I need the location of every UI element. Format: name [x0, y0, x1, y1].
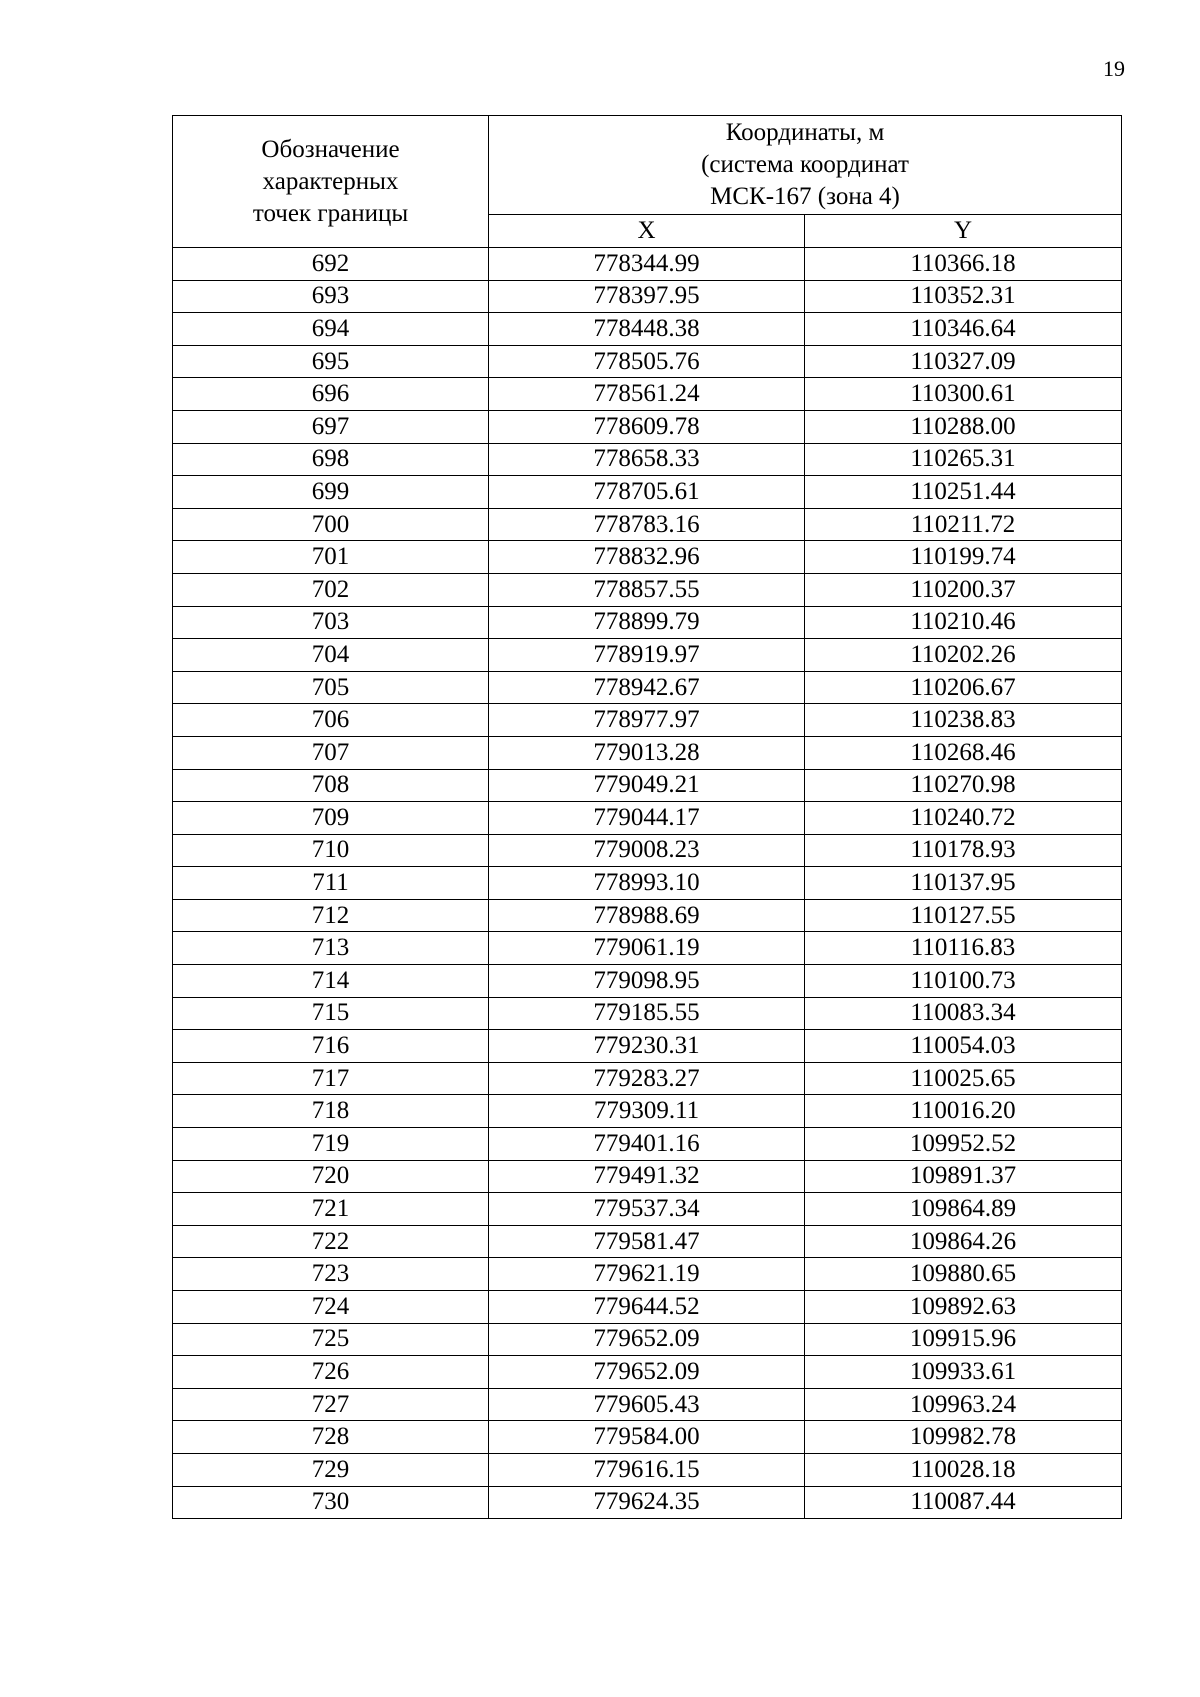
point-cell: 723	[173, 1258, 489, 1291]
point-cell: 720	[173, 1160, 489, 1193]
table-row	[173, 1388, 1122, 1421]
point-cell: 719	[173, 1128, 489, 1161]
x-coordinate-cell: 778783.16	[489, 508, 805, 541]
y-coordinate-cell: 109864.26	[805, 1225, 1122, 1258]
table-row	[173, 769, 1122, 802]
table-row	[173, 639, 1122, 672]
table-row	[173, 1421, 1122, 1454]
point-cell: 722	[173, 1225, 489, 1258]
y-coordinate-cell: 109963.24	[805, 1388, 1122, 1421]
x-coordinate-cell: 778977.97	[489, 704, 805, 737]
point-cell: 715	[173, 997, 489, 1030]
table-row	[173, 410, 1122, 443]
x-coordinate-cell: 778988.69	[489, 899, 805, 932]
y-coordinate-cell: 110087.44	[805, 1486, 1122, 1519]
x-coordinate-cell: 779652.09	[489, 1323, 805, 1356]
table-row	[173, 965, 1122, 998]
table-row	[173, 1323, 1122, 1356]
point-cell: 713	[173, 932, 489, 965]
point-cell: 726	[173, 1356, 489, 1389]
point-cell: 700	[173, 508, 489, 541]
y-coordinate-cell: 110210.46	[805, 606, 1122, 639]
point-cell: 718	[173, 1095, 489, 1128]
y-coordinate-cell: 109891.37	[805, 1160, 1122, 1193]
y-coordinate-cell: 110240.72	[805, 802, 1122, 835]
y-coordinate-cell: 109880.65	[805, 1258, 1122, 1291]
y-coordinate-cell: 109915.96	[805, 1323, 1122, 1356]
table-row	[173, 345, 1122, 378]
x-coordinate-cell: 779230.31	[489, 1030, 805, 1063]
coordinates-header-line: МСК-167 (зона 4)	[710, 183, 900, 210]
table-row	[173, 1258, 1122, 1291]
point-cell: 705	[173, 671, 489, 704]
table-row	[173, 736, 1122, 769]
table-row	[173, 1030, 1122, 1063]
table-row	[173, 899, 1122, 932]
y-coordinate-cell: 110366.18	[805, 248, 1122, 281]
table-row	[173, 704, 1122, 737]
point-cell: 701	[173, 541, 489, 574]
point-cell: 728	[173, 1421, 489, 1454]
x-coordinate-cell: 778448.38	[489, 313, 805, 346]
x-coordinate-cell: 778832.96	[489, 541, 805, 574]
x-coordinate-cell: 779283.27	[489, 1062, 805, 1095]
table-row	[173, 1128, 1122, 1161]
y-coordinate-cell: 109892.63	[805, 1291, 1122, 1324]
y-coordinate-cell: 109982.78	[805, 1421, 1122, 1454]
y-coordinate-cell: 110025.65	[805, 1062, 1122, 1095]
point-cell: 699	[173, 476, 489, 509]
designation-header	[173, 116, 489, 248]
y-coordinate-cell: 110116.83	[805, 932, 1122, 965]
y-coordinate-cell: 110206.67	[805, 671, 1122, 704]
table-row	[173, 248, 1122, 281]
y-coordinate-cell: 110346.64	[805, 313, 1122, 346]
y-coordinate-cell: 110268.46	[805, 736, 1122, 769]
point-cell: 714	[173, 965, 489, 998]
point-cell: 729	[173, 1453, 489, 1486]
y-coordinate-cell: 109952.52	[805, 1128, 1122, 1161]
point-cell: 712	[173, 899, 489, 932]
coordinates-header	[489, 116, 1122, 215]
x-coordinate-cell: 778857.55	[489, 573, 805, 606]
x-coordinate-cell: 778344.99	[489, 248, 805, 281]
point-cell: 694	[173, 313, 489, 346]
table-row	[173, 1225, 1122, 1258]
x-coordinate-cell: 778942.67	[489, 671, 805, 704]
point-cell: 698	[173, 443, 489, 476]
table-row	[173, 867, 1122, 900]
coordinates-header-line: (система координат	[701, 151, 909, 178]
point-cell: 727	[173, 1388, 489, 1421]
page-number: 19	[1103, 56, 1125, 81]
y-coordinate-cell: 110100.73	[805, 965, 1122, 998]
y-coordinate-cell: 110016.20	[805, 1095, 1122, 1128]
point-cell: 725	[173, 1323, 489, 1356]
table-row	[173, 1356, 1122, 1389]
table-row	[173, 573, 1122, 606]
table-row	[173, 313, 1122, 346]
coordinates-header-line: Координаты, м	[725, 119, 885, 146]
table-row	[173, 1062, 1122, 1095]
designation-header-line: характерных	[262, 167, 399, 195]
y-coordinate-cell: 110288.00	[805, 410, 1122, 443]
point-cell: 693	[173, 280, 489, 313]
x-column-header: X	[489, 215, 805, 248]
table-row	[173, 997, 1122, 1030]
y-coordinate-cell: 110200.37	[805, 573, 1122, 606]
table-row	[173, 1095, 1122, 1128]
x-coordinate-cell: 779491.32	[489, 1160, 805, 1193]
point-cell: 695	[173, 345, 489, 378]
point-cell: 730	[173, 1486, 489, 1519]
x-coordinate-cell: 779098.95	[489, 965, 805, 998]
point-cell: 711	[173, 867, 489, 900]
x-coordinate-cell: 778609.78	[489, 410, 805, 443]
table-row	[173, 508, 1122, 541]
y-coordinate-cell: 110265.31	[805, 443, 1122, 476]
x-coordinate-cell: 779621.19	[489, 1258, 805, 1291]
x-coordinate-cell: 778397.95	[489, 280, 805, 313]
x-coordinate-cell: 779624.35	[489, 1486, 805, 1519]
point-cell: 724	[173, 1291, 489, 1324]
y-column-header: Y	[805, 215, 1122, 248]
x-coordinate-cell: 779061.19	[489, 932, 805, 965]
y-coordinate-cell: 110178.93	[805, 834, 1122, 867]
table-row	[173, 541, 1122, 574]
table-row	[173, 280, 1122, 313]
y-coordinate-cell: 110327.09	[805, 345, 1122, 378]
x-coordinate-cell: 779049.21	[489, 769, 805, 802]
x-coordinate-cell: 779652.09	[489, 1356, 805, 1389]
y-coordinate-cell: 110054.03	[805, 1030, 1122, 1063]
y-coordinate-cell: 110300.61	[805, 378, 1122, 411]
table-row	[173, 1486, 1122, 1519]
point-cell: 721	[173, 1193, 489, 1226]
point-cell: 709	[173, 802, 489, 835]
y-coordinate-cell: 110199.74	[805, 541, 1122, 574]
point-cell: 692	[173, 248, 489, 281]
y-coordinate-cell: 109933.61	[805, 1356, 1122, 1389]
x-coordinate-cell: 778705.61	[489, 476, 805, 509]
table-row	[173, 476, 1122, 509]
x-coordinate-cell: 778899.79	[489, 606, 805, 639]
point-cell: 703	[173, 606, 489, 639]
y-coordinate-cell: 110083.34	[805, 997, 1122, 1030]
designation-header-line: Обозначение	[261, 135, 400, 163]
x-coordinate-cell: 779616.15	[489, 1453, 805, 1486]
y-coordinate-cell: 110028.18	[805, 1453, 1122, 1486]
y-coordinate-cell: 110270.98	[805, 769, 1122, 802]
y-coordinate-cell: 110251.44	[805, 476, 1122, 509]
point-cell: 697	[173, 410, 489, 443]
table-row	[173, 606, 1122, 639]
x-coordinate-cell: 779584.00	[489, 1421, 805, 1454]
table-row	[173, 443, 1122, 476]
point-cell: 702	[173, 573, 489, 606]
point-cell: 696	[173, 378, 489, 411]
x-coordinate-cell: 779309.11	[489, 1095, 805, 1128]
point-cell: 704	[173, 639, 489, 672]
y-coordinate-cell: 110127.55	[805, 899, 1122, 932]
x-coordinate-cell: 779537.34	[489, 1193, 805, 1226]
x-coordinate-cell: 778505.76	[489, 345, 805, 378]
x-coordinate-cell: 779644.52	[489, 1291, 805, 1324]
x-coordinate-cell: 779401.16	[489, 1128, 805, 1161]
table-row	[173, 1193, 1122, 1226]
table-row	[173, 802, 1122, 835]
point-cell: 716	[173, 1030, 489, 1063]
table-row	[173, 378, 1122, 411]
x-coordinate-cell: 779008.23	[489, 834, 805, 867]
table-row	[173, 1160, 1122, 1193]
x-coordinate-cell: 779013.28	[489, 736, 805, 769]
point-cell: 717	[173, 1062, 489, 1095]
designation-header-line: точек границы	[252, 199, 409, 227]
x-coordinate-cell: 778561.24	[489, 378, 805, 411]
x-coordinate-cell: 779581.47	[489, 1225, 805, 1258]
table-row	[173, 671, 1122, 704]
table-row	[173, 932, 1122, 965]
y-coordinate-cell: 110352.31	[805, 280, 1122, 313]
x-coordinate-cell: 778919.97	[489, 639, 805, 672]
table-row	[173, 834, 1122, 867]
y-coordinate-cell: 110137.95	[805, 867, 1122, 900]
table-body	[173, 248, 1122, 1519]
x-coordinate-cell: 779185.55	[489, 997, 805, 1030]
point-cell: 710	[173, 834, 489, 867]
point-cell: 707	[173, 736, 489, 769]
x-coordinate-cell: 779044.17	[489, 802, 805, 835]
x-coordinate-cell: 779605.43	[489, 1388, 805, 1421]
point-cell: 706	[173, 704, 489, 737]
x-coordinate-cell: 778993.10	[489, 867, 805, 900]
y-coordinate-cell: 110211.72	[805, 508, 1122, 541]
coordinates-table	[172, 115, 1122, 1519]
y-coordinate-cell: 109864.89	[805, 1193, 1122, 1226]
table-row	[173, 1453, 1122, 1486]
x-coordinate-cell: 778658.33	[489, 443, 805, 476]
table-row	[173, 1291, 1122, 1324]
y-coordinate-cell: 110202.26	[805, 639, 1122, 672]
y-coordinate-cell: 110238.83	[805, 704, 1122, 737]
point-cell: 708	[173, 769, 489, 802]
